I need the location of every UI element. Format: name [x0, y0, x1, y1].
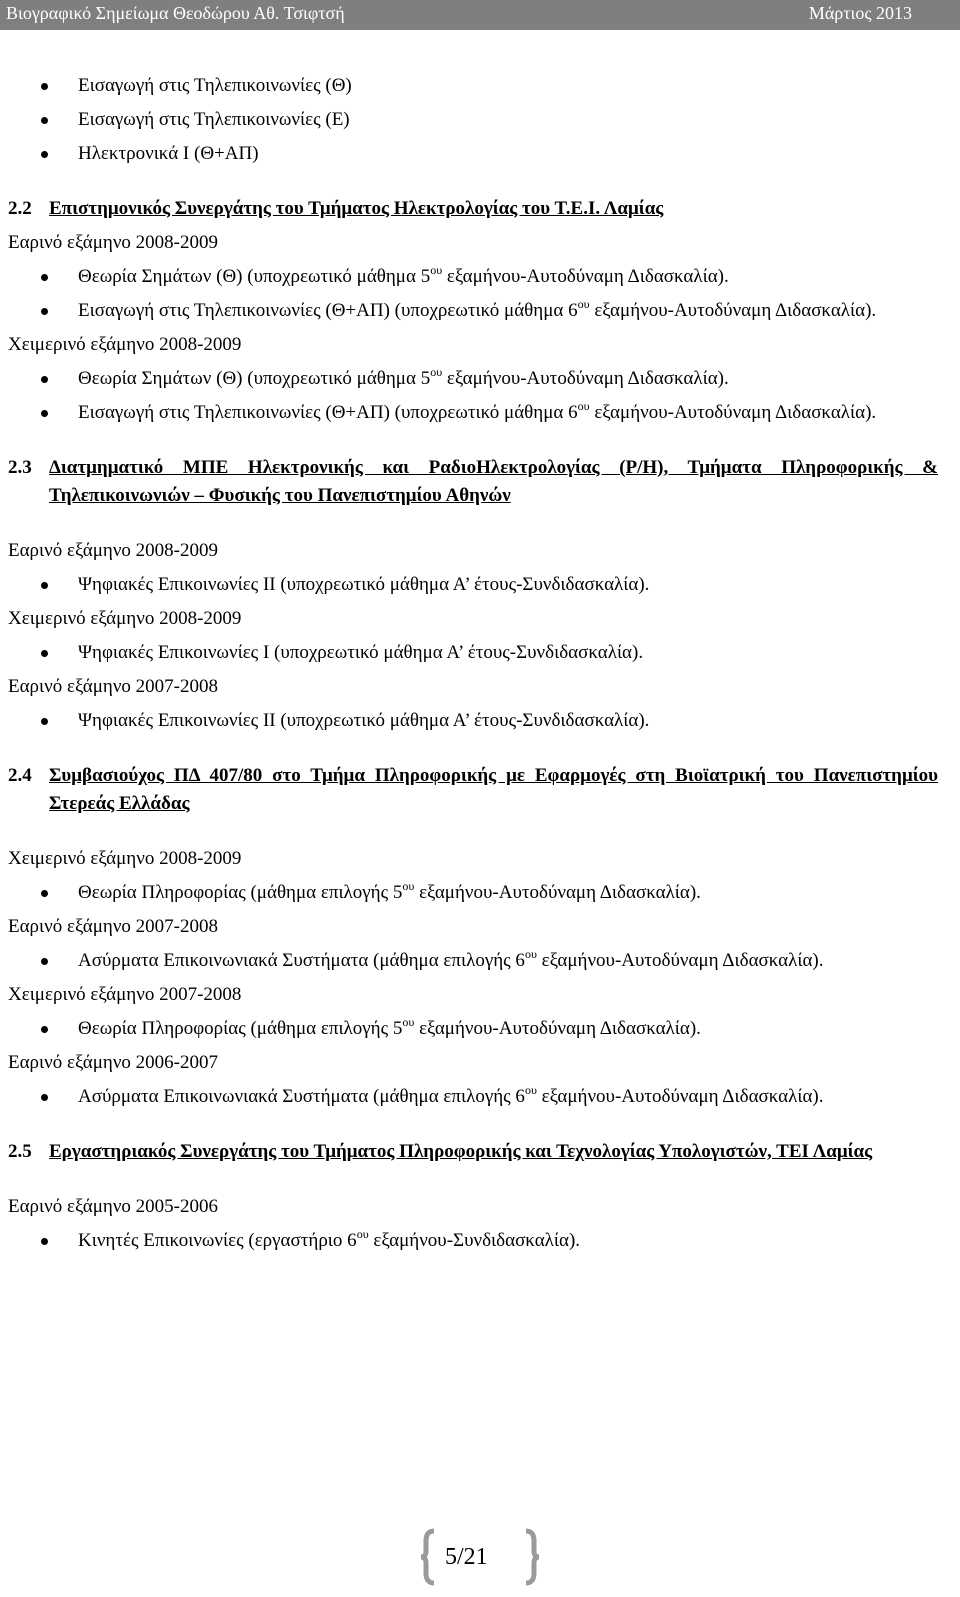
course-text: Κινητές Επικοινωνίες (εργαστήριο 6	[78, 1230, 357, 1251]
semester-label: Χειμερινό εξάμηνο 2007-2008	[8, 984, 242, 1005]
section-number: 2.2	[8, 198, 32, 219]
semester-label: Εαρινό εξάμηνο 2008-2009	[8, 232, 218, 253]
list-item	[8, 1015, 938, 1043]
section-number: 2.4	[8, 765, 32, 786]
semester-label: Χειμερινό εξάμηνο 2008-2009	[8, 334, 242, 355]
course-text: εξαμήνου-Αυτοδύναμη Διδασκαλία).	[414, 1018, 701, 1039]
list-item	[8, 879, 938, 907]
list-item: Ηλεκτρονικά Ι (Θ+ΑΠ)	[8, 140, 938, 168]
header-date: Μάρτιος 2013	[808, 3, 912, 23]
semester-label: Εαρινό εξάμηνο 2007-2008	[8, 676, 218, 697]
course-text: Εισαγωγή στις Τηλεπικοινωνίες (Θ+ΑΠ) (υποχρεωτικό μάθημα 6	[78, 300, 578, 321]
list-item	[8, 1227, 938, 1255]
section-title: Εργαστηριακός Συνεργάτης του Τμήματος Πληροφορικής και Τεχνολογίας Υπολογιστών, ΤΕΙ Λαμίας	[49, 1141, 873, 1162]
course-text: εξαμήνου-Αυτοδύναμη Διδασκαλία).	[536, 950, 824, 971]
course-text: Ασύρματα Επικοινωνιακά Συστήματα (μάθημα επιλογής 6	[78, 1086, 525, 1107]
list-item	[8, 947, 938, 975]
semester-label: Εαρινό εξάμηνο 2008-2009	[8, 540, 218, 561]
list-item: Ψηφιακές Επικοινωνίες ΙΙ (υποχρεωτικό μάθημα Α’ έτους-Συνδιδασκαλία).	[8, 707, 938, 735]
ordinal-sup: ου	[356, 1226, 369, 1241]
list-item: Εισαγωγή στις Τηλεπικοινωνίες (Θ)	[8, 72, 938, 100]
course-text: εξαμήνου-Αυτοδύναμη Διδασκαλία).	[589, 402, 877, 423]
course-text: Ασύρματα Επικοινωνιακά Συστήματα (μάθημα επιλογής 6	[78, 950, 525, 971]
ordinal-sup: ου	[524, 1082, 537, 1097]
course-text: Θεωρία Πληροφορίας (μάθημα επιλογής 5	[78, 882, 403, 903]
course-text: Θεωρία Πληροφορίας (μάθημα επιλογής 5	[78, 1018, 403, 1039]
section-number: 2.3	[8, 457, 32, 478]
section-title: Διατμηματικό ΜΠΕ Ηλεκτρονικής και ΡαδιοΗλεκτρολογίας (Ρ/Η), Τμήματα Πληροφορικής & Τηλεπικοινωνιών – Φυσικής του Πανεπιστημίου Αθηνών	[49, 457, 938, 506]
ordinal-sup: ου	[430, 364, 443, 379]
section-title: Επιστημονικός Συνεργάτης του Τμήματος Ηλεκτρολογίας του Τ.Ε.Ι. Λαμίας	[49, 198, 664, 219]
list-item	[8, 263, 938, 291]
course-text: Εισαγωγή στις Τηλεπικοινωνίες (Θ+ΑΠ) (υποχρεωτικό μάθημα 6	[78, 402, 578, 423]
page-header	[0, 0, 960, 30]
list-item: Ψηφιακές Επικοινωνίες ΙΙ (υποχρεωτικό μάθημα Α’ έτους-Συνδιδασκαλία).	[8, 571, 938, 599]
document-body	[8, 72, 938, 1255]
ordinal-sup: ου	[402, 878, 415, 893]
course-text: εξαμήνου-Αυτοδύναμη Διδασκαλία).	[536, 1086, 824, 1107]
course-text: εξαμήνου-Αυτοδύναμη Διδασκαλία).	[442, 266, 729, 287]
page-number: 5/21	[445, 1544, 488, 1570]
ordinal-sup: ου	[577, 296, 590, 311]
section-heading	[8, 454, 938, 510]
section-heading	[8, 762, 938, 818]
course-text: Θεωρία Σημάτων (Θ) (υποχρεωτικό μάθημα 5	[78, 266, 431, 287]
course-text: Θεωρία Σημάτων (Θ) (υποχρεωτικό μάθημα 5	[78, 368, 431, 389]
semester-label: Εαρινό εξάμηνο 2006-2007	[8, 1052, 218, 1073]
list-item	[8, 365, 938, 393]
page-footer	[420, 1527, 540, 1587]
section-number: 2.5	[8, 1141, 32, 1162]
semester-label: Εαρινό εξάμηνο 2007-2008	[8, 916, 218, 937]
course-text: εξαμήνου-Αυτοδύναμη Διδασκαλία).	[589, 300, 877, 321]
ordinal-sup: ου	[577, 398, 590, 413]
section-heading	[8, 1138, 938, 1166]
ordinal-sup: ου	[402, 1014, 415, 1029]
list-item	[8, 1083, 938, 1111]
section-heading	[8, 195, 938, 223]
list-item: Εισαγωγή στις Τηλεπικοινωνίες (Ε)	[8, 106, 938, 134]
list-item: Ψηφιακές Επικοινωνίες Ι (υποχρεωτικό μάθημα Α’ έτους-Συνδιδασκαλία).	[8, 639, 938, 667]
list-item	[8, 399, 938, 427]
header-title: Βιογραφικό Σημείωμα Θεοδώρου Αθ. Τσιφτσή	[6, 3, 345, 23]
semester-label: Χειμερινό εξάμηνο 2008-2009	[8, 848, 242, 869]
course-text: εξαμήνου-Αυτοδύναμη Διδασκαλία).	[442, 368, 729, 389]
course-text: εξαμήνου-Αυτοδύναμη Διδασκαλία).	[414, 882, 701, 903]
ordinal-sup: ου	[524, 946, 537, 961]
semester-label: Εαρινό εξάμηνο 2005-2006	[8, 1196, 218, 1217]
course-text: εξαμήνου-Συνδιδασκαλία).	[368, 1230, 581, 1251]
semester-label: Χειμερινό εξάμηνο 2008-2009	[8, 608, 242, 629]
section-title: Συμβασιούχος ΠΔ 407/80 στο Τμήμα Πληροφορικής με Εφαρμογές στη Βιοϊατρική του Πανεπιστημίου Στερεάς Ελλάδας	[49, 765, 938, 814]
ordinal-sup: ου	[430, 262, 443, 277]
list-item	[8, 297, 938, 325]
